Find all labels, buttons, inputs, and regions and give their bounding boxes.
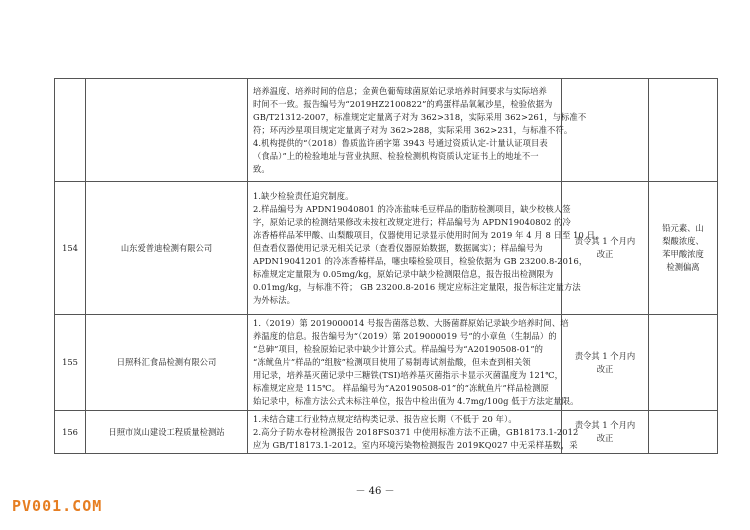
desc-line: 冻香椿样品苯甲酸、山梨酸项目，仪器使用记录显示使用时间为 2019 年 4 月 8 日至 10 日， [253, 229, 604, 240]
decision-cell [562, 79, 649, 182]
desc-line: 时间不一致。报告编号为“2019HZ2100822”的鸡蛋样品氧氟沙星，检验依据为 [253, 98, 553, 109]
desc-line: 1.（2019）第 2019000014 号报告菌落总数、大肠菌群原始记录缺少培养时间、培 [253, 318, 569, 328]
deviation-line: 检测偏离 [666, 262, 700, 272]
deviation-cell [649, 411, 718, 454]
institution-name: 日照市岚山建设工程质量检测站 [86, 411, 248, 454]
desc-line: 字，原始记录的检测结果修改未按杠改规定进行；样品编号为 APDN19040802 的冷 [253, 216, 571, 227]
page-number: － 46 － [355, 486, 395, 497]
problem-description [248, 79, 587, 182]
institution-name: 山东爱普迪检测有限公司 [86, 182, 248, 315]
row-number [55, 79, 86, 182]
deviation-line: 梨酸浓度、 [662, 236, 704, 246]
desc-line: 培养温度、培养时间的信息；金黄色葡萄球菌原始记录培养时间要求与实际培养 [253, 85, 547, 96]
decision-cell [562, 182, 649, 315]
row-number: 155 [55, 315, 86, 411]
desc-line: 致。 [253, 163, 270, 174]
desc-line: 但查看仪器使用记录无相关记录（查看仪器原始数据，数据属实）；样品编号为 [253, 242, 543, 253]
watermark-logo: PV001.COM [12, 497, 103, 515]
table-row [55, 182, 718, 315]
desc-line: 始记录中，标准方法公式未标注单位，报告中检出值为 4.7mg/100g 低于方法定量限。 [253, 396, 579, 406]
decision-line: 责令其 1 个月内 [574, 420, 636, 430]
decision-line: 改正 [596, 249, 614, 259]
desc-line: 符；环丙沙星项目规定定量离子对为 362>288，实际采用 362>231，与标准不符。 [253, 124, 573, 135]
row-number: 154 [55, 182, 86, 315]
desc-line: 0.01mg/kg，与标准不符； GB 23200.8-2016 规定应标注定量限，报告标注定量方法 [253, 281, 581, 292]
problem-description [248, 315, 579, 411]
problem-description [248, 182, 604, 315]
desc-line: GB/T21312-2007，标准规定定量离子对为 362>318，实际采用 362>261，与标准不 [253, 111, 587, 122]
institution-name [86, 79, 248, 182]
desc-line: 应为 GB/T18173.1-2012。室内环境污染物检测报告 2019KQ027 中无采样基数，采 [253, 439, 578, 450]
row-number: 156 [55, 411, 86, 454]
desc-line: （食品）”上的检验地址与营业执照、检验检测机构资质认定证书上的地址不一 [253, 150, 539, 161]
desc-line: “总砷”项目，检验原始记录中缺少计算公式。样品编号为“A20190508-01”的 [253, 344, 544, 354]
institution-name: 日照科汇食品检测有限公司 [86, 315, 248, 411]
inspection-table [54, 78, 718, 454]
desc-line: APDN19041201 的冷冻香椿样品，噻虫嗪检验项目，检验依据为 GB 23200.8-2016， [253, 255, 588, 266]
desc-line: “冻鱿鱼片”样品的“组胺”检测项目使用了易制毒试剂盐酸，但未查到相关领 [253, 357, 531, 367]
desc-line: 标准规定定量限为 0.05mg/kg，原始记录中缺少检测限信息，报告报出检测限为 [253, 268, 554, 279]
decision-line: 改正 [596, 363, 614, 374]
deviation-cell [649, 315, 718, 411]
desc-line: 2.样品编号为 APDN19040801 的冷冻盐味毛豆样品的脂肪检测项目，缺少校核人签 [253, 203, 571, 214]
decision-line: 责令其 1 个月内 [574, 350, 636, 361]
table-row [55, 79, 718, 182]
deviation-line: 苯甲酸浓度 [662, 249, 704, 259]
deviation-cell [649, 79, 718, 182]
table-row [55, 315, 718, 411]
decision-line: 改正 [596, 433, 614, 443]
table-row [55, 411, 718, 454]
problem-description [248, 411, 579, 454]
desc-line: 标准规定应是 115℃。 样品编号为“A20190508-01”的“冻鱿鱼片”样品检测原 [253, 383, 549, 393]
desc-line: 2.高分子防水卷材检测报告 2018FS0371 中使用标准方法不正确，GB18173.1-2012 [253, 426, 579, 437]
desc-line: 为外标法。 [253, 294, 295, 305]
desc-line: 用记录，培养基灭菌记录中三糖铁(TSI)培养基灭菌指示卡显示灭菌温度为 121℃， [253, 370, 564, 380]
deviation-cell [649, 182, 718, 315]
desc-line: 4.机构提供的“（2018）鲁质监许函字第 3943 号通过资质认定-计量认证项目表 [253, 137, 548, 148]
desc-line: 养温度的信息。报告编号为“（2019）第 2019000019 号”的小章鱼（生制品）的 [253, 331, 557, 341]
desc-line: 1.缺少检验责任追究制度。 [253, 190, 354, 201]
deviation-line: 铅元素、山 [662, 223, 704, 233]
desc-line: 1.未结合建工行业特点规定结构类记录、报告应长期（不低于 20 年）。 [253, 413, 517, 424]
decision-line: 责令其 1 个月内 [574, 236, 636, 246]
